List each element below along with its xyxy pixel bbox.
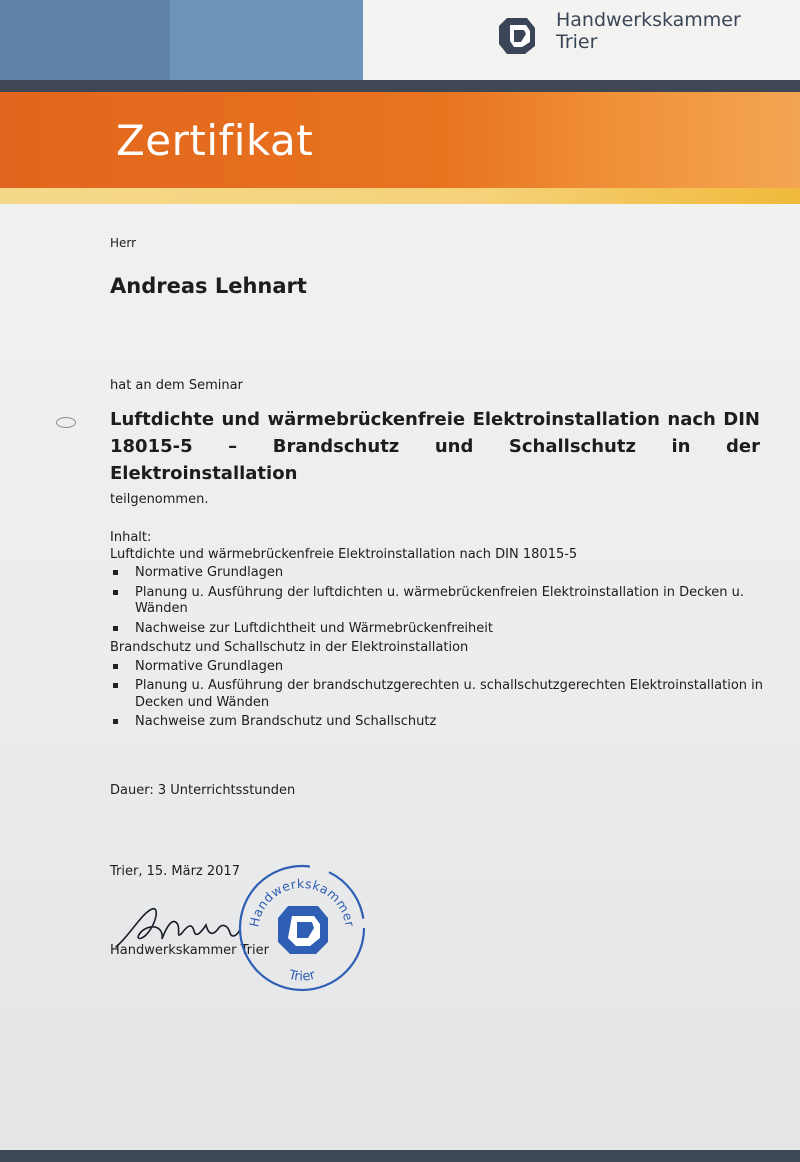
list-item: Nachweise zur Luftdichtheit und Wärmebrückenfreiheit bbox=[110, 621, 775, 638]
organization-name-line2: Trier bbox=[556, 31, 598, 53]
svg-text:Trier bbox=[286, 967, 318, 984]
list-item: Planung u. Ausführung der brandschutzgerechten u. schallschutzgerechten Elektroinstallation in Decken und Wänden bbox=[110, 678, 775, 711]
participated-text: teilgenommen. bbox=[110, 492, 209, 507]
stamp-bottom-text: Trier bbox=[286, 967, 318, 985]
seminar-title-line1: Luftdichte und wärmebrückenfreie Elektroinstallation nach DIN bbox=[110, 409, 760, 430]
section-list bbox=[110, 659, 775, 731]
official-stamp-icon bbox=[236, 862, 368, 994]
organization-name bbox=[556, 9, 741, 53]
seminar-title bbox=[110, 406, 760, 487]
chamber-logo-icon bbox=[497, 16, 537, 56]
content-heading: Inhalt: bbox=[110, 530, 152, 545]
list-item: Planung u. Ausführung der luftdichten u. wärmebrückenfreien Elektroinstallation in Decken u. Wänden bbox=[110, 585, 775, 618]
stamp-top-text: Handwerkskammer bbox=[246, 875, 358, 929]
organization-name-line1: Handwerkskammer bbox=[556, 9, 741, 31]
punch-hole bbox=[56, 417, 76, 428]
section-title: Luftdichte und wärmebrückenfreie Elektroinstallation nach DIN 18015-5 bbox=[110, 546, 578, 562]
salutation: Herr bbox=[110, 236, 137, 250]
section-title: Brandschutz und Schallschutz in der Elektroinstallation bbox=[110, 640, 469, 655]
recipient-name: Andreas Lehnart bbox=[110, 274, 307, 298]
list-item: Normative Grundlagen bbox=[110, 659, 775, 676]
signer: Handwerkskammer Trier bbox=[110, 943, 269, 958]
seminar-title-line2: 18015-5 – Brandschutz und Schallschutz in der Elektroinstallation bbox=[110, 436, 760, 484]
content-block bbox=[110, 530, 775, 734]
place-date: Trier, 15. März 2017 bbox=[110, 864, 240, 879]
bottom-band bbox=[0, 1150, 800, 1162]
list-item: Nachweise zum Brandschutz und Schallschutz bbox=[110, 714, 775, 731]
header-yellow-band bbox=[0, 188, 800, 204]
seminar-intro: hat an dem Seminar bbox=[110, 378, 243, 393]
duration: Dauer: 3 Unterrichtsstunden bbox=[110, 783, 296, 798]
section-list bbox=[110, 565, 775, 637]
list-item: Normative Grundlagen bbox=[110, 565, 775, 582]
header-blue-band-light bbox=[170, 0, 363, 80]
certificate-title: Zertifikat bbox=[116, 116, 314, 165]
